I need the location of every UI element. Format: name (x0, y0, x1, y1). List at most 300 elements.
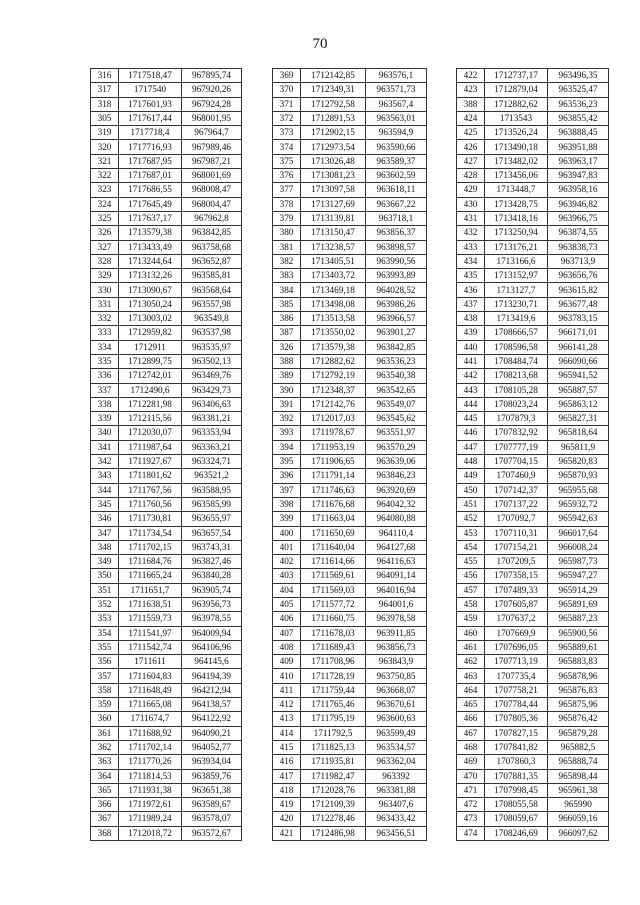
y-coordinate-cell: 963618,11 (366, 183, 427, 197)
table-row (273, 283, 427, 297)
point-number-cell: 438 (457, 312, 485, 326)
y-coordinate-cell: 963567,4 (366, 97, 427, 111)
x-coordinate-cell: 1713026,48 (301, 154, 366, 168)
y-coordinate-cell: 963888,45 (548, 126, 609, 140)
table-row (273, 512, 427, 526)
x-coordinate-cell: 1712911 (119, 340, 182, 354)
point-number-cell: 388 (273, 354, 301, 368)
table-row (457, 712, 609, 726)
y-coordinate-cell: 963534,57 (366, 740, 427, 754)
y-coordinate-cell: 963600,63 (366, 712, 427, 726)
x-coordinate-cell: 1717637,17 (119, 211, 182, 225)
point-number-cell: 389 (273, 369, 301, 383)
x-coordinate-cell: 1711728,19 (301, 669, 366, 683)
y-coordinate-cell: 963602,59 (366, 169, 427, 183)
point-number-cell: 471 (457, 783, 485, 797)
x-coordinate-cell: 1711569,61 (301, 569, 366, 583)
table-row (91, 226, 242, 240)
table-row (273, 455, 427, 469)
point-number-cell: 427 (457, 154, 485, 168)
point-number-cell: 428 (457, 169, 485, 183)
table-row (457, 283, 609, 297)
x-coordinate-cell: 1712028,76 (301, 783, 366, 797)
x-coordinate-cell: 1711927,67 (119, 455, 182, 469)
point-number-cell: 328 (91, 254, 119, 268)
point-number-cell: 424 (457, 111, 485, 125)
table-row (273, 812, 427, 826)
table-row (91, 83, 242, 97)
point-number-cell: 409 (273, 655, 301, 669)
point-number-cell: 401 (273, 540, 301, 554)
point-number-cell: 446 (457, 426, 485, 440)
x-coordinate-cell: 1712737,17 (485, 69, 548, 83)
point-number-cell: 381 (273, 240, 301, 254)
table-row (91, 826, 242, 840)
y-coordinate-cell: 963713,9 (548, 254, 609, 268)
y-coordinate-cell: 963963,17 (548, 154, 609, 168)
table-row (457, 540, 609, 554)
point-number-cell: 363 (91, 755, 119, 769)
x-coordinate-cell: 1711708,96 (301, 655, 366, 669)
x-coordinate-cell: 1712959,82 (119, 326, 182, 340)
point-number-cell: 345 (91, 497, 119, 511)
table-row (91, 655, 242, 669)
point-number-cell: 334 (91, 340, 119, 354)
table-row (457, 826, 609, 840)
x-coordinate-cell: 1713244,64 (119, 254, 182, 268)
y-coordinate-cell: 963842,85 (182, 226, 242, 240)
x-coordinate-cell: 1713139,81 (301, 211, 366, 225)
point-number-cell: 338 (91, 397, 119, 411)
point-number-cell: 414 (273, 726, 301, 740)
table-row (91, 126, 242, 140)
x-coordinate-cell: 1711569,03 (301, 583, 366, 597)
y-coordinate-cell: 968008,47 (182, 183, 242, 197)
x-coordinate-cell: 1711702,14 (119, 740, 182, 754)
x-coordinate-cell: 1713419,6 (485, 312, 548, 326)
point-number-cell: 425 (457, 126, 485, 140)
y-coordinate-cell: 964001,6 (366, 597, 427, 611)
x-coordinate-cell: 1711953,19 (301, 440, 366, 454)
x-coordinate-cell: 1707704,15 (485, 455, 548, 469)
point-number-cell: 319 (91, 126, 119, 140)
x-coordinate-cell: 1713127,7 (485, 283, 548, 297)
y-coordinate-cell: 963578,07 (182, 812, 242, 826)
table-row (273, 169, 427, 183)
y-coordinate-cell: 968004,47 (182, 197, 242, 211)
table-row (457, 269, 609, 283)
table-row (91, 140, 242, 154)
y-coordinate-cell: 963750,85 (366, 669, 427, 683)
coordinates-table-middle (272, 68, 427, 841)
table-row (91, 640, 242, 654)
table-row (457, 569, 609, 583)
table-row (273, 798, 427, 812)
x-coordinate-cell: 1708105,28 (485, 383, 548, 397)
point-number-cell: 410 (273, 669, 301, 683)
x-coordinate-cell: 1711688,92 (119, 726, 182, 740)
point-number-cell: 359 (91, 698, 119, 712)
y-coordinate-cell: 964009,94 (182, 626, 242, 640)
y-coordinate-cell: 963946,82 (548, 197, 609, 211)
point-number-cell: 382 (273, 254, 301, 268)
table-row (457, 698, 609, 712)
point-number-cell: 336 (91, 369, 119, 383)
point-number-cell: 333 (91, 326, 119, 340)
table-row (91, 340, 242, 354)
x-coordinate-cell: 1711931,38 (119, 783, 182, 797)
x-coordinate-cell: 1713490,18 (485, 140, 548, 154)
table-row (91, 426, 242, 440)
table-row (273, 726, 427, 740)
table-row (91, 197, 242, 211)
point-number-cell: 343 (91, 469, 119, 483)
table-row (457, 226, 609, 240)
x-coordinate-cell: 1711689,43 (301, 640, 366, 654)
y-coordinate-cell: 963958,16 (548, 183, 609, 197)
table-row (273, 440, 427, 454)
x-coordinate-cell: 1708484,74 (485, 354, 548, 368)
table-row (273, 412, 427, 426)
y-coordinate-cell: 963656,76 (548, 269, 609, 283)
x-coordinate-cell: 1711906,65 (301, 455, 366, 469)
table-row (273, 312, 427, 326)
x-coordinate-cell: 1711760,56 (119, 497, 182, 511)
point-number-cell: 332 (91, 312, 119, 326)
x-coordinate-cell: 1717716,93 (119, 140, 182, 154)
x-coordinate-cell: 1713238,57 (301, 240, 366, 254)
point-number-cell: 432 (457, 226, 485, 240)
table-row (273, 583, 427, 597)
x-coordinate-cell: 1711989,24 (119, 812, 182, 826)
y-coordinate-cell: 964091,14 (366, 569, 427, 583)
point-number-cell: 391 (273, 397, 301, 411)
y-coordinate-cell: 963718,1 (366, 211, 427, 225)
table-row (457, 726, 609, 740)
x-coordinate-cell: 1711640,04 (301, 540, 366, 554)
point-number-cell: 366 (91, 798, 119, 812)
point-number-cell: 459 (457, 612, 485, 626)
point-number-cell: 367 (91, 812, 119, 826)
x-coordinate-cell: 1711665,24 (119, 569, 182, 583)
point-number-cell: 468 (457, 740, 485, 754)
table-row (91, 183, 242, 197)
x-coordinate-cell: 1711638,51 (119, 597, 182, 611)
point-number-cell: 346 (91, 512, 119, 526)
y-coordinate-cell: 966171,01 (548, 326, 609, 340)
point-number-cell: 357 (91, 669, 119, 683)
table-row (273, 269, 427, 283)
x-coordinate-cell: 1708596,58 (485, 340, 548, 354)
point-number-cell: 326 (91, 226, 119, 240)
point-number-cell: 420 (273, 812, 301, 826)
table-row (91, 154, 242, 168)
y-coordinate-cell: 964110,4 (366, 526, 427, 540)
x-coordinate-cell: 1707669,9 (485, 626, 548, 640)
table-row (273, 369, 427, 383)
coordinates-table-right (456, 68, 609, 841)
y-coordinate-cell: 963947,83 (548, 169, 609, 183)
y-coordinate-cell: 963842,85 (366, 340, 427, 354)
x-coordinate-cell: 1707860,3 (485, 755, 548, 769)
point-number-cell: 449 (457, 469, 485, 483)
table-row (457, 783, 609, 797)
y-coordinate-cell: 965900,56 (548, 626, 609, 640)
table-row (91, 669, 242, 683)
table-row (273, 111, 427, 125)
x-coordinate-cell: 1711559,73 (119, 612, 182, 626)
point-number-cell: 435 (457, 269, 485, 283)
x-coordinate-cell: 1707605,87 (485, 597, 548, 611)
y-coordinate-cell: 963846,23 (366, 469, 427, 483)
point-number-cell: 386 (273, 312, 301, 326)
table-row (273, 698, 427, 712)
point-number-cell: 450 (457, 483, 485, 497)
y-coordinate-cell: 963407,6 (366, 798, 427, 812)
table-row (457, 455, 609, 469)
y-coordinate-cell: 963545,62 (366, 412, 427, 426)
y-coordinate-cell: 963743,31 (182, 540, 242, 554)
table-row (273, 497, 427, 511)
y-coordinate-cell: 963874,55 (548, 226, 609, 240)
x-coordinate-cell: 1708055,58 (485, 798, 548, 812)
y-coordinate-cell: 963535,97 (182, 340, 242, 354)
point-number-cell: 426 (457, 140, 485, 154)
table-row (91, 726, 242, 740)
x-coordinate-cell: 1712879,04 (485, 83, 548, 97)
y-coordinate-cell: 963557,98 (182, 297, 242, 311)
point-number-cell: 456 (457, 569, 485, 583)
y-coordinate-cell: 963993,89 (366, 269, 427, 283)
y-coordinate-cell: 963433,42 (366, 812, 427, 826)
point-number-cell: 458 (457, 597, 485, 611)
point-number-cell: 350 (91, 569, 119, 583)
table-row (457, 154, 609, 168)
y-coordinate-cell: 965891,69 (548, 597, 609, 611)
x-coordinate-cell: 1713405,51 (301, 254, 366, 268)
table-row (273, 755, 427, 769)
table-row (91, 440, 242, 454)
point-number-cell: 374 (273, 140, 301, 154)
table-row (457, 497, 609, 511)
y-coordinate-cell: 967924,28 (182, 97, 242, 111)
y-coordinate-cell: 965879,28 (548, 726, 609, 740)
x-coordinate-cell: 1711767,56 (119, 483, 182, 497)
x-coordinate-cell: 1707784,44 (485, 698, 548, 712)
y-coordinate-cell: 963324,71 (182, 455, 242, 469)
table-row (273, 211, 427, 225)
x-coordinate-cell: 1717617,44 (119, 111, 182, 125)
y-coordinate-cell: 964042,32 (366, 497, 427, 511)
table-row (273, 197, 427, 211)
point-number-cell: 416 (273, 755, 301, 769)
point-number-cell: 447 (457, 440, 485, 454)
x-coordinate-cell: 1712348,37 (301, 383, 366, 397)
x-coordinate-cell: 1713448,7 (485, 183, 548, 197)
y-coordinate-cell: 965942,63 (548, 512, 609, 526)
point-number-cell: 437 (457, 297, 485, 311)
y-coordinate-cell: 966017,64 (548, 526, 609, 540)
table-row (457, 169, 609, 183)
point-number-cell: 342 (91, 455, 119, 469)
y-coordinate-cell: 965955,68 (548, 483, 609, 497)
table-row (91, 798, 242, 812)
table-row (457, 612, 609, 626)
point-number-cell: 444 (457, 397, 485, 411)
x-coordinate-cell: 1713513,58 (301, 312, 366, 326)
y-coordinate-cell: 963381,21 (182, 412, 242, 426)
y-coordinate-cell: 963615,82 (548, 283, 609, 297)
point-number-cell: 395 (273, 455, 301, 469)
point-number-cell: 441 (457, 354, 485, 368)
y-coordinate-cell: 963572,67 (182, 826, 242, 840)
x-coordinate-cell: 1712902,15 (301, 126, 366, 140)
point-number-cell: 362 (91, 740, 119, 754)
table-row (457, 526, 609, 540)
point-number-cell: 322 (91, 169, 119, 183)
table-row (457, 326, 609, 340)
y-coordinate-cell: 964212,94 (182, 683, 242, 697)
table-row (457, 197, 609, 211)
y-coordinate-cell: 963855,42 (548, 111, 609, 125)
x-coordinate-cell: 1707696,05 (485, 640, 548, 654)
x-coordinate-cell: 1712486,98 (301, 826, 366, 840)
y-coordinate-cell: 968001,69 (182, 169, 242, 183)
y-coordinate-cell: 965887,57 (548, 383, 609, 397)
point-number-cell: 356 (91, 655, 119, 669)
table-row (273, 826, 427, 840)
table-row (91, 469, 242, 483)
x-coordinate-cell: 1713428,75 (485, 197, 548, 211)
point-number-cell: 445 (457, 412, 485, 426)
y-coordinate-cell: 963521,2 (182, 469, 242, 483)
point-number-cell: 353 (91, 612, 119, 626)
y-coordinate-cell: 967895,74 (182, 69, 242, 83)
point-number-cell: 360 (91, 712, 119, 726)
y-coordinate-cell: 964106,96 (182, 640, 242, 654)
y-coordinate-cell: 964145,6 (182, 655, 242, 669)
point-number-cell: 335 (91, 354, 119, 368)
x-coordinate-cell: 1707358,15 (485, 569, 548, 583)
table-row (273, 426, 427, 440)
y-coordinate-cell: 967989,46 (182, 140, 242, 154)
x-coordinate-cell: 1707637,2 (485, 612, 548, 626)
y-coordinate-cell: 967987,21 (182, 154, 242, 168)
point-number-cell: 460 (457, 626, 485, 640)
point-number-cell: 442 (457, 369, 485, 383)
point-number-cell: 398 (273, 497, 301, 511)
y-coordinate-cell: 965870,93 (548, 469, 609, 483)
point-number-cell: 383 (273, 269, 301, 283)
table-row (273, 354, 427, 368)
table-row (91, 512, 242, 526)
y-coordinate-cell: 963589,37 (366, 154, 427, 168)
y-coordinate-cell: 965811,9 (548, 440, 609, 454)
y-coordinate-cell: 965887,23 (548, 612, 609, 626)
y-coordinate-cell: 966090,66 (548, 354, 609, 368)
x-coordinate-cell: 1711765,46 (301, 698, 366, 712)
point-number-cell: 361 (91, 726, 119, 740)
x-coordinate-cell: 1711791,14 (301, 469, 366, 483)
x-coordinate-cell: 1712899,75 (119, 354, 182, 368)
point-number-cell: 406 (273, 612, 301, 626)
y-coordinate-cell: 965876,83 (548, 683, 609, 697)
point-number-cell: 373 (273, 126, 301, 140)
table-row (273, 383, 427, 397)
y-coordinate-cell: 968001,95 (182, 111, 242, 125)
y-coordinate-cell: 967964,7 (182, 126, 242, 140)
x-coordinate-cell: 1708666,57 (485, 326, 548, 340)
point-number-cell: 376 (273, 169, 301, 183)
y-coordinate-cell: 963537,98 (182, 326, 242, 340)
x-coordinate-cell: 1711795,19 (301, 712, 366, 726)
x-coordinate-cell: 1712882,62 (301, 354, 366, 368)
table-row (273, 69, 427, 83)
y-coordinate-cell: 963568,64 (182, 283, 242, 297)
table-row (91, 497, 242, 511)
y-coordinate-cell: 963392 (366, 769, 427, 783)
table-row (457, 626, 609, 640)
y-coordinate-cell: 965827,31 (548, 412, 609, 426)
point-number-cell: 318 (91, 97, 119, 111)
x-coordinate-cell: 1711987,64 (119, 440, 182, 454)
point-number-cell: 321 (91, 154, 119, 168)
point-number-cell: 352 (91, 597, 119, 611)
x-coordinate-cell: 1707489,33 (485, 583, 548, 597)
table-row (91, 769, 242, 783)
y-coordinate-cell: 963469,76 (182, 369, 242, 383)
table-row (91, 211, 242, 225)
point-number-cell: 417 (273, 769, 301, 783)
point-number-cell: 418 (273, 783, 301, 797)
x-coordinate-cell: 1713579,38 (119, 226, 182, 240)
table-row (91, 412, 242, 426)
table-row (457, 211, 609, 225)
point-number-cell: 393 (273, 426, 301, 440)
y-coordinate-cell: 963496,35 (548, 69, 609, 83)
y-coordinate-cell: 963585,99 (182, 497, 242, 511)
table-row (91, 712, 242, 726)
y-coordinate-cell: 965961,38 (548, 783, 609, 797)
point-number-cell: 339 (91, 412, 119, 426)
table-row (91, 698, 242, 712)
x-coordinate-cell: 1707777,19 (485, 440, 548, 454)
table-row (91, 455, 242, 469)
table-row (273, 297, 427, 311)
y-coordinate-cell: 963551,97 (366, 426, 427, 440)
point-number-cell: 474 (457, 826, 485, 840)
table-row (273, 97, 427, 111)
y-coordinate-cell: 963639,06 (366, 455, 427, 469)
point-number-cell: 358 (91, 683, 119, 697)
table-row (273, 569, 427, 583)
y-coordinate-cell: 963429,73 (182, 383, 242, 397)
point-number-cell: 408 (273, 640, 301, 654)
point-number-cell: 412 (273, 698, 301, 712)
y-coordinate-cell: 963362,04 (366, 755, 427, 769)
point-number-cell: 407 (273, 626, 301, 640)
point-number-cell: 385 (273, 297, 301, 311)
x-coordinate-cell: 1707110,31 (485, 526, 548, 540)
y-coordinate-cell: 963951,88 (548, 140, 609, 154)
x-coordinate-cell: 1713003,02 (119, 312, 182, 326)
x-coordinate-cell: 1711792,5 (301, 726, 366, 740)
x-coordinate-cell: 1712115,56 (119, 412, 182, 426)
x-coordinate-cell: 1717686,55 (119, 183, 182, 197)
x-coordinate-cell: 1707881,35 (485, 769, 548, 783)
x-coordinate-cell: 1713418,16 (485, 211, 548, 225)
point-number-cell: 411 (273, 683, 301, 697)
